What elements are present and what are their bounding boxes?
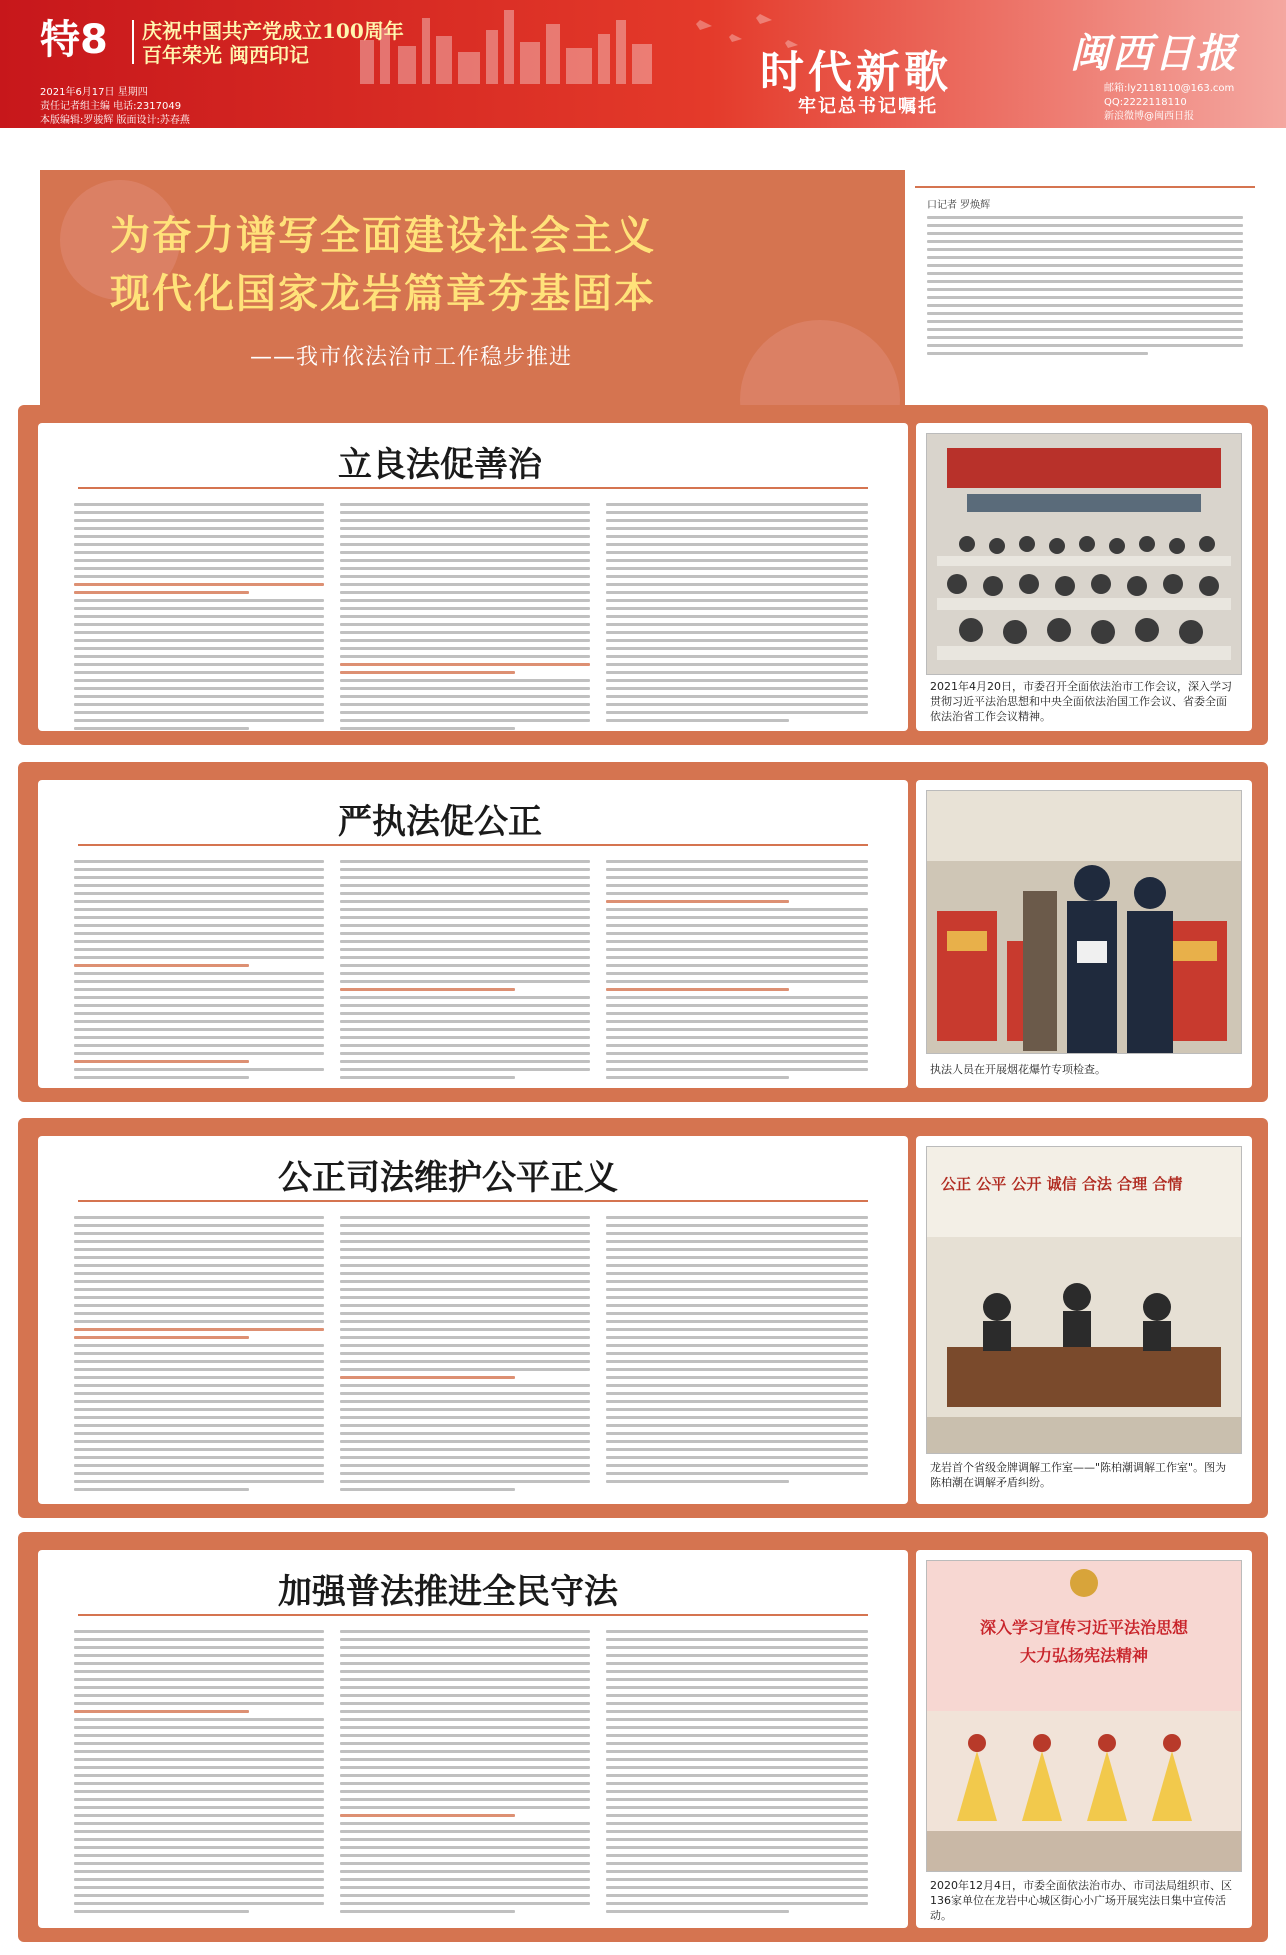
section-panel-1	[38, 423, 908, 731]
banner-slogan-line-2: 大力弘扬宪法精神	[1019, 1646, 1149, 1665]
section-2-photo-panel	[916, 780, 1252, 1088]
section-4-column-3	[606, 1630, 868, 1918]
editorial-text	[927, 216, 1243, 360]
header-divider	[132, 20, 134, 64]
section-1-column-1	[74, 503, 324, 735]
section-3-caption: 龙岩首个省级金牌调解工作室——"陈柏潮调解工作室"。图为陈柏潮在调解矛盾纠纷。	[930, 1461, 1227, 1489]
section-2-column-2	[340, 860, 590, 1084]
contact-qq: QQ:2222118110	[1104, 97, 1187, 108]
section-heading-1: 立良法促善治	[338, 445, 542, 485]
section-2-column-1	[74, 860, 324, 1084]
inspection-photo	[926, 790, 1242, 1054]
section-1-caption: 2021年4月20日，市委召开全面依法治市工作会议，深入学习贯彻习近平法治思想和中央全面依法治国工作会议、省委全面依法治省工作会议精神。	[930, 680, 1232, 723]
editor-contact: 责任记者组主编 电话:2317049	[40, 101, 182, 112]
column-title: 时代新歌	[760, 47, 952, 98]
mediation-room-photo	[926, 1146, 1242, 1454]
contact-email: 邮箱:ly2118110@163.com	[1104, 83, 1235, 94]
column-subtitle: 牢记总书记嘱托	[798, 96, 938, 117]
section-panel-3	[38, 1136, 908, 1504]
banner-slogan-line-1: 深入学习宣传习近平法治思想	[979, 1618, 1189, 1637]
section-frame-4	[18, 1532, 1268, 1942]
section-4-column-1	[74, 1630, 324, 1918]
contact-weibo: 新浪微博@闽西日报	[1104, 111, 1194, 122]
wall-sign-text: 公正 公平 公开 诚信 合法 合理 合情	[941, 1175, 1183, 1193]
section-4-photo-panel	[916, 1550, 1252, 1928]
section-2-caption: 执法人员在开展烟花爆竹专项检查。	[930, 1063, 1106, 1076]
lead-headline-line-2: 现代化国家龙岩篇章夯基固本	[110, 270, 656, 317]
section-heading-4: 加强普法推进全民守法	[278, 1572, 618, 1612]
meeting-photo	[926, 433, 1242, 675]
section-1-column-2	[340, 503, 590, 735]
section-4-column-2	[340, 1630, 590, 1918]
section-3-column-1	[74, 1216, 324, 1496]
section-frame-1	[18, 405, 1268, 745]
lead-headline-line-1: 为奋力谱写全面建设社会主义	[110, 212, 656, 259]
section-3-column-3	[606, 1216, 868, 1488]
section-2-column-3	[606, 860, 868, 1084]
section-heading-3: 公正司法维护公平正义	[278, 1158, 618, 1198]
section-panel-2	[38, 780, 908, 1088]
slogan-line-1: 庆祝中国共产党成立100周年	[142, 19, 404, 43]
page-section-label: 特8	[40, 17, 108, 63]
section-4-caption: 2020年12月4日，市委全面依法治市办、市司法局组织市、区136家单位在龙岩中心城区街心小广场开展宪法日集中宣传活动。	[930, 1879, 1232, 1922]
section-1-column-3	[606, 503, 868, 727]
issue-date: 2021年6月17日 星期四	[40, 87, 148, 98]
section-frame-2	[18, 762, 1268, 1102]
slogan-line-2: 百年荣光 闽西印记	[142, 43, 309, 67]
section-1-photo-panel	[916, 423, 1252, 731]
editorial-byline: 口记者 罗焕辉	[927, 200, 991, 211]
dance-performance-photo	[926, 1560, 1242, 1872]
lead-subheadline: ——我市依法治市工作稳步推进	[250, 345, 573, 370]
editor-credits: 本版编辑:罗骏辉 版面设计:苏春燕	[40, 115, 190, 126]
editorial-note	[915, 186, 1255, 388]
newspaper-logo: 闽西日报	[1070, 30, 1238, 77]
section-3-column-2	[340, 1216, 590, 1496]
section-heading-2: 严执法促公正	[338, 802, 542, 842]
section-3-photo-panel	[916, 1136, 1252, 1504]
section-frame-3	[18, 1118, 1268, 1518]
section-panel-4	[38, 1550, 908, 1928]
